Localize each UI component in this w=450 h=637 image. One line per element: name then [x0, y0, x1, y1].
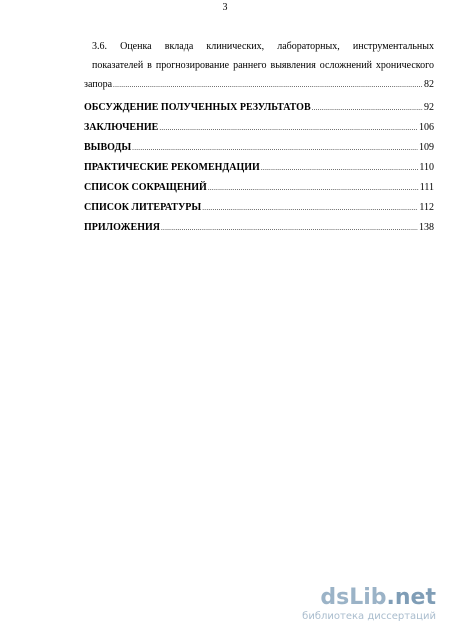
dot-leader: [202, 199, 418, 218]
watermark-logo-suffix: .net: [386, 585, 436, 610]
toc-entry-page: 106: [419, 122, 434, 133]
toc-entry-page: 138: [419, 222, 434, 233]
toc-entry-3-6: [84, 37, 434, 95]
toc-entry-title: ПРИЛОЖЕНИЯ: [84, 222, 160, 233]
toc-entry-line: показателей в прогнозирование раннего выявления осложнений хронического: [92, 60, 434, 71]
toc-entry-conclusion: [84, 118, 434, 138]
toc-entry-page: 111: [419, 182, 434, 193]
toc-entry-page: 112: [419, 202, 434, 213]
toc-entry-title: ВЫВОДЫ: [84, 142, 132, 153]
dot-leader: [261, 159, 419, 178]
watermark-tagline: библиотека диссертаций: [302, 611, 436, 622]
dot-leader: [159, 119, 418, 138]
toc-entry-recommendations: [84, 158, 434, 178]
table-of-contents: [84, 37, 434, 238]
toc-entry-page: 92: [424, 102, 434, 113]
toc-entry-references: [84, 198, 434, 218]
toc-entry-title: ОБСУЖДЕНИЕ ПОЛУЧЕННЫХ РЕЗУЛЬТАТОВ: [84, 102, 311, 113]
toc-entry-title: ЗАКЛЮЧЕНИЕ: [84, 122, 159, 133]
dot-leader: [161, 219, 418, 238]
toc-entry-findings: [84, 138, 434, 158]
toc-entry-title: ПРАКТИЧЕСКИЕ РЕКОМЕНДАЦИИ: [84, 162, 260, 173]
toc-entry-last-line: [84, 75, 434, 95]
dot-leader: [208, 179, 419, 198]
dot-leader: [113, 76, 423, 95]
toc-entry-discussion: [84, 98, 434, 118]
dot-leader: [312, 99, 423, 118]
watermark-logo-main: dsLib: [320, 585, 387, 610]
toc-entry-title: СПИСОК СОКРАЩЕНИЙ: [84, 182, 207, 193]
toc-entry-title: запора: [84, 79, 113, 90]
toc-entry-title: СПИСОК ЛИТЕРАТУРЫ: [84, 202, 202, 213]
dot-leader: [132, 139, 418, 158]
toc-entry-abbreviations: [84, 178, 434, 198]
watermark: [286, 587, 436, 623]
page-number: 3: [222, 2, 228, 13]
toc-entry-page: 109: [419, 142, 434, 153]
toc-entry-appendices: [84, 218, 434, 238]
toc-entry-page: 82: [424, 79, 434, 90]
toc-entry-page: 110: [419, 162, 434, 173]
toc-entry-line: 3.6. Оценка вклада клинических, лабораторных, инструментальных: [92, 41, 434, 52]
watermark-logo: [286, 587, 436, 609]
